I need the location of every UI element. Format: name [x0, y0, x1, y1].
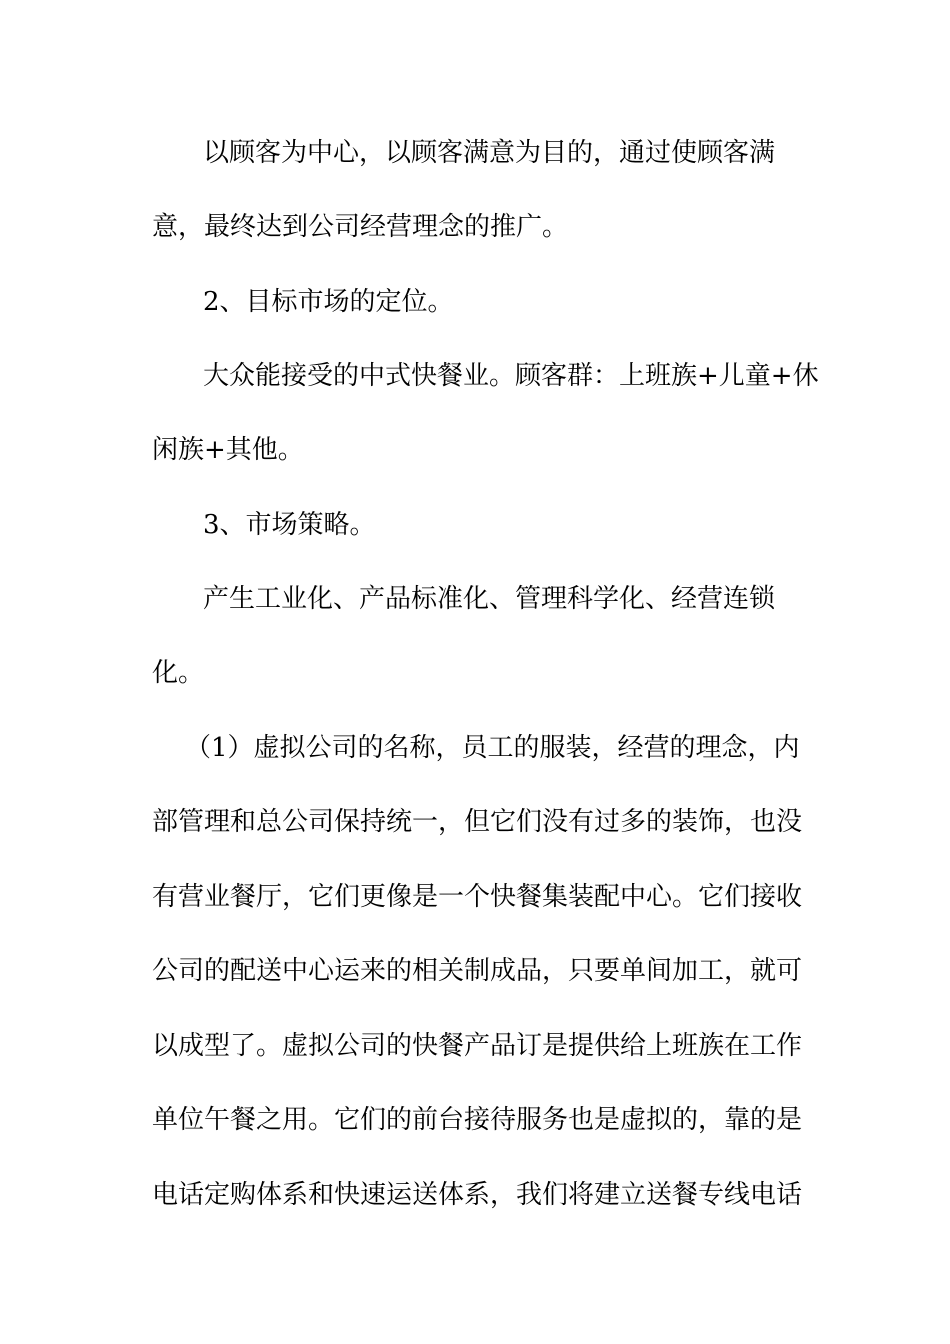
- paragraph-line: 闲族+其他。: [152, 435, 304, 465]
- section-heading: 3、市场策略。: [203, 510, 376, 540]
- paragraph-line: （1）虚拟公司的名称，员工的服装，经营的理念，内: [185, 733, 800, 763]
- paragraph-line: 大众能接受的中式快餐业。顾客群：上班族+儿童+休: [203, 361, 819, 391]
- paragraph-line: 意，最终达到公司经营理念的推广。: [152, 212, 569, 242]
- paragraph-line: 单位午餐之用。它们的前台接待服务也是虚拟的，靠的是: [152, 1105, 803, 1135]
- section-heading: 2、目标市场的定位。: [203, 287, 454, 317]
- paragraph-line: 产生工业化、产品标准化、管理科学化、经营连锁: [203, 584, 776, 614]
- paragraph-line: 有营业餐厅，它们更像是一个快餐集装配中心。它们接收: [152, 882, 803, 912]
- paragraph-line: 以顾客为中心，以顾客满意为目的，通过使顾客满: [203, 138, 776, 168]
- paragraph-line: 化。: [152, 658, 205, 688]
- paragraph-line: 电话定购体系和快速运送体系，我们将建立送餐专线电话: [152, 1180, 803, 1210]
- paragraph-line: 部管理和总公司保持统一，但它们没有过多的装饰，也没: [152, 807, 803, 837]
- paragraph-line: 以成型了。虚拟公司的快餐产品订是提供给上班族在工作: [152, 1031, 803, 1061]
- paragraph-line: 公司的配送中心运来的相关制成品，只要单间加工，就可: [152, 956, 803, 986]
